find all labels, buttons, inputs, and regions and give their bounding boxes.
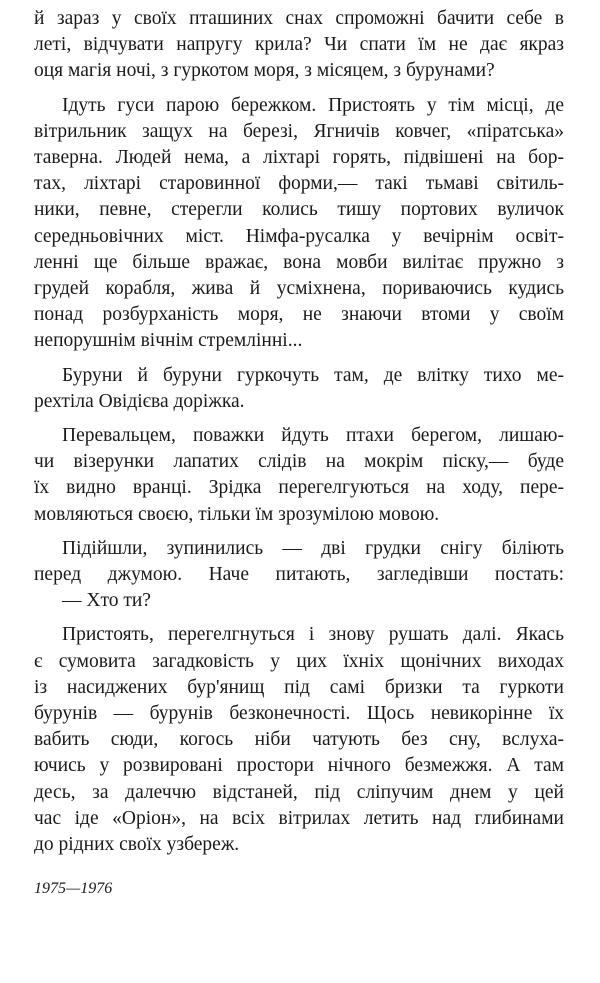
text-line: до рідних своїх узбереж.: [34, 834, 240, 856]
text-line: Буруни й буруни гуркочуть там, де влітку тихо ме-: [62, 364, 564, 386]
text-line: оця магія ночі, з гуркотом моря, з місяцем, з бурунами?: [34, 60, 495, 82]
text-line: час іде «Оріон», на всіх вітрилах летить над глибинами: [34, 807, 564, 829]
text-line: десь, за далеччю відстаней, під сліпучим днем у цей: [34, 781, 564, 803]
body-text: [34, 6, 564, 858]
text-line: чи візерунки лапатих слідів на мокрім піску,— буде: [34, 451, 564, 473]
text-line: й зараз у своїх пташиних снах спроможні бачити себе в: [34, 8, 564, 29]
text-line: їх видно вранці. Зрідка перегелгуються на ходу, пере-: [34, 477, 564, 499]
text-line: Ідуть гуси парою бережком. Пристоять у тім місці, де: [62, 94, 564, 116]
text-line: непорушнім вічнім стремлінні...: [34, 330, 303, 352]
paragraph: [34, 423, 564, 528]
page-text: [34, 6, 564, 898]
paragraph: [34, 536, 564, 615]
paragraph: [34, 363, 564, 415]
paragraph: [34, 6, 564, 85]
text-line: Перевальцем, поважки йдуть птахи берегом, лишаю-: [62, 425, 564, 447]
text-line: ники, певне, стерегли колись тишу портових вуличок: [34, 199, 564, 221]
text-line: є сумовита загадковість у цих їхніх щонічних виходах: [34, 650, 564, 672]
text-line: вабить сюди, когось ніби чатують без сну, вслуха-: [34, 729, 564, 751]
text-line: рехтіла Овідієва доріжка.: [34, 390, 245, 412]
text-line: із насиджених бур'янищ під самі бризки та гуркоти: [34, 676, 564, 698]
date-line: 1975—1976: [34, 880, 113, 898]
text-line: вітрильник защух на березі, Ягничів ковчег, «піратська»: [34, 120, 564, 142]
text-line: ленні ще більше вражає, вона мовби вилітає пружно з: [34, 251, 564, 273]
text-line: середньовічних міст. Німфа-русалка у вечірнім освіт-: [34, 225, 564, 247]
text-line: — Хто ти?: [62, 590, 151, 612]
text-line: перед джумою. Наче питають, загледівши постать:: [34, 564, 564, 586]
text-line: ючись у розвировані простори нічного безмежжя. А там: [34, 755, 564, 777]
paragraph: [34, 93, 564, 355]
text-line: грудей корабля, жива й усміхнена, пориваючись кудись: [34, 278, 564, 300]
paragraph: [34, 622, 564, 858]
text-line: Підійшли, зупинились — дві грудки снігу біліють: [62, 537, 564, 559]
text-line: мовляються своєю, тільки їм зрозумілою мовою.: [34, 503, 440, 525]
text-line: леті, відчувати напругу крила? Чи спати їм не дає якраз: [34, 34, 564, 56]
text-line: таверна. Людей нема, а ліхтарі горять, підвішені на бор-: [34, 147, 564, 169]
text-line: бурунів — бурунів безконечності. Щось невикорінне їх: [34, 703, 564, 725]
text-line: Пристоять, перегелгнуться і знову рушать далі. Якась: [62, 624, 564, 646]
text-line: тах, ліхтарі старовинної форми,— такі тьмаві світиль-: [34, 173, 564, 195]
text-line: понад розбурханість моря, не знаючи втоми у своїм: [34, 304, 564, 326]
